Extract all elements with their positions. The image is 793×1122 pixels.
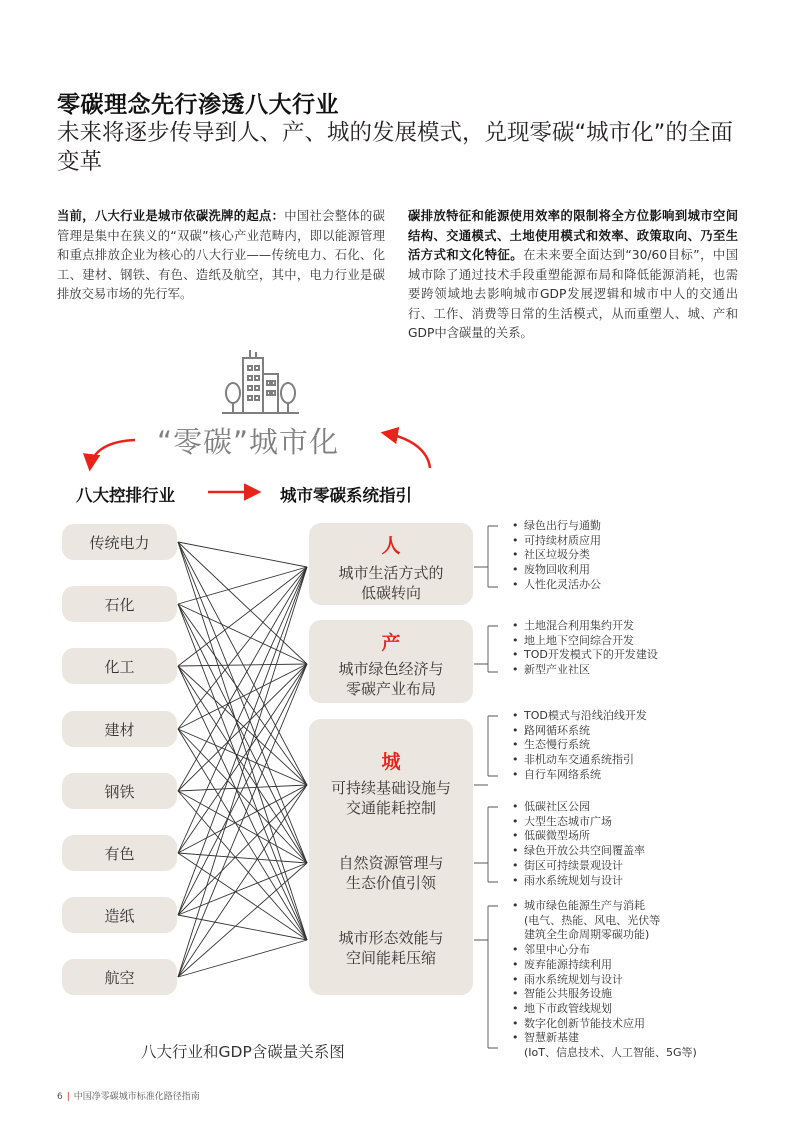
industry-connector-line (178, 567, 307, 604)
bullet-bracket (474, 906, 498, 1048)
group-item-label (309, 563, 473, 603)
bullet-item: • 废物回收利用 (510, 563, 601, 578)
group-box-city (309, 719, 473, 995)
bullet-item: • 社区垃圾分类 (510, 548, 601, 563)
label-line: 可持续基础设施与 (330, 779, 451, 797)
label-line: 零碳产业布局 (345, 680, 436, 698)
bullet-bracket (474, 626, 498, 672)
group-box-people (309, 523, 473, 605)
bullet-item: (IoT、信息技术、人工智能、5G等) (524, 1046, 697, 1060)
industry-pill: 石化 (62, 586, 177, 622)
footer-separator: | (66, 1092, 70, 1102)
right-curved-arrow (384, 433, 430, 468)
intro-right-body: 在未来要全面达到“30/60目标”，中国城市除了通过技术手段重塑能源布局和降低能源消耗，也需要跨领域地去影响城市GDP发展逻辑和城市中人的交通出行、工作、消费等日常的生活模式，从而重塑人、城、产和GDP中含碳量的关系。 (408, 248, 738, 340)
group-item-label (309, 659, 473, 699)
industry-connector-line (178, 666, 307, 785)
left-column-title: 八大控排行业 (76, 486, 175, 505)
label-line: 自然资源管理与 (338, 854, 444, 872)
bullet-list-nature (510, 800, 645, 888)
bullet-list-people (510, 519, 601, 593)
city-buildings-icon (222, 350, 299, 413)
bullet-item: • 绿色出行与通勤 (510, 519, 601, 534)
bullet-item: • 低碳微型场所 (510, 829, 645, 844)
label-line: 空间能耗压缩 (345, 949, 436, 967)
industry-pill: 建材 (62, 711, 177, 747)
group-item-label (309, 928, 473, 968)
bullet-list-urban-form (510, 899, 697, 1061)
industry-connector-line (178, 791, 307, 863)
page-subtitle: 未来将逐步传导到人、产、城的发展模式，兑现零碳“城市化”的全面变革 (57, 120, 733, 175)
bullet-item: • 雨水系统规划与设计 (510, 973, 697, 988)
bullet-bracket (474, 807, 498, 882)
industry-connector-line (178, 940, 307, 977)
label-line: 城市形态效能与 (338, 929, 444, 947)
label-line: 生态价值引领 (345, 874, 436, 892)
bullet-item: • 废弃能源持续利用 (510, 958, 697, 973)
group-box-industry (309, 620, 473, 703)
bullet-item: 建筑全生命周期零碳功能) (524, 928, 650, 942)
group-head-city: 城 (381, 751, 401, 773)
zero-carbon-city-label: “零碳”城市化 (157, 425, 340, 459)
industry-connector-line (178, 664, 307, 729)
bullet-item: • 路网循环系统 (510, 724, 647, 739)
bullet-item: • 可持续材质应用 (510, 534, 601, 549)
industry-pill: 有色 (62, 835, 177, 871)
page-title: 零碳理念先行渗透八大行业 (57, 92, 339, 118)
label-line: 交通能耗控制 (345, 799, 436, 817)
bullet-item: • 生态慢行系统 (510, 738, 647, 753)
group-head-industry: 产 (381, 632, 401, 654)
bullet-item: • 数字化创新节能技术应用 (510, 1017, 697, 1032)
label-line: 城市生活方式的 (338, 564, 444, 582)
industry-pill: 钢铁 (62, 773, 177, 809)
industry-connector-line (178, 567, 307, 915)
industry-connector-line (178, 542, 307, 567)
bullet-item: • 邻里中心分布 (510, 943, 697, 958)
label-line: 低碳转向 (360, 584, 421, 602)
bullet-item: • 低碳社区公园 (510, 800, 645, 815)
bullet-item: • 人性化灵活办公 (510, 578, 601, 593)
industry-pill: 航空 (62, 959, 177, 995)
page-footer (57, 1089, 200, 1102)
bullet-item: • 雨水系统规划与设计 (510, 874, 645, 889)
bullet-item: • 地下市政管线规划 (510, 1002, 697, 1017)
industry-pill: 化工 (62, 648, 177, 684)
label-line: 城市绿色经济与 (338, 660, 444, 678)
bullet-bracket (474, 526, 498, 587)
industry-connector-line (178, 729, 307, 940)
industry-connector-line (178, 853, 307, 863)
group-item-label (309, 778, 473, 818)
right-column-title: 城市零碳系统指引 (280, 486, 412, 505)
industry-connector-line (178, 666, 307, 940)
bullet-item: • 自行车网络系统 (510, 768, 647, 783)
industry-connector-line (178, 915, 307, 940)
industry-pill: 传统电力 (62, 524, 177, 560)
industry-connector-line (178, 567, 307, 666)
bullet-item: • 大型生态城市广场 (510, 815, 645, 830)
bullet-item: • 新型产业社区 (510, 663, 658, 678)
footer-text: 中国净零碳城市标准化路径指南 (73, 1092, 200, 1102)
bullet-item: • TOD模式与沿线泊线开发 (510, 709, 647, 724)
bullet-item: • 智慧新基建 (510, 1031, 697, 1046)
group-head-people: 人 (381, 535, 401, 557)
bullet-list-infrastructure (510, 709, 647, 783)
intro-right-lead: 碳排放特征和能源使用效率的限制将全方位影响到城市空间结构、交通模式、土地使用模式和效率、政策取向、乃至生活方式和文化特征。 (408, 209, 738, 262)
bullet-list-industry (510, 619, 658, 678)
industry-connector-line (178, 785, 307, 915)
page-number: 6 (57, 1092, 63, 1102)
left-curved-arrow (90, 440, 135, 468)
intro-left-body: 中国社会整体的碳管理是集中在狭义的“双碳”核心产业范畴内，即以能源管理和重点排放企业为核心的八大行业——传统电力、石化、化工、建材、钢铁、有色、造纸及航空，其中，电力行业是碳排放交易市场的先行军。 (57, 209, 385, 301)
group-item-label (309, 853, 473, 893)
bullet-item: • TOD开发模式下的开发建设 (510, 648, 658, 663)
bullet-item: • 绿色开放公共空间覆盖率 (510, 844, 645, 859)
industry-connector-line (178, 666, 307, 863)
bullet-item: • 街区可持续景观设计 (510, 859, 645, 874)
bullet-item: • 城市绿色能源生产与消耗 (510, 899, 697, 914)
bullet-item: • 地上地下空间综合开发 (510, 634, 658, 649)
intro-left-lead: 当前，八大行业是城市依碳洗牌的起点： (57, 209, 285, 223)
bullet-item: • 非机动车交通系统指引 (510, 753, 647, 768)
bullet-item: (电气、热能、风电、光伏等 (524, 913, 661, 927)
diagram-caption: 八大行业和GDP含碳量关系图 (141, 1043, 345, 1061)
bullet-bracket (474, 716, 498, 785)
industry-pill: 造纸 (62, 897, 177, 933)
bullet-item: • 土地混合利用集约开发 (510, 619, 658, 634)
bullet-item: • 智能公共服务设施 (510, 987, 697, 1002)
industry-connector-line (178, 863, 307, 977)
